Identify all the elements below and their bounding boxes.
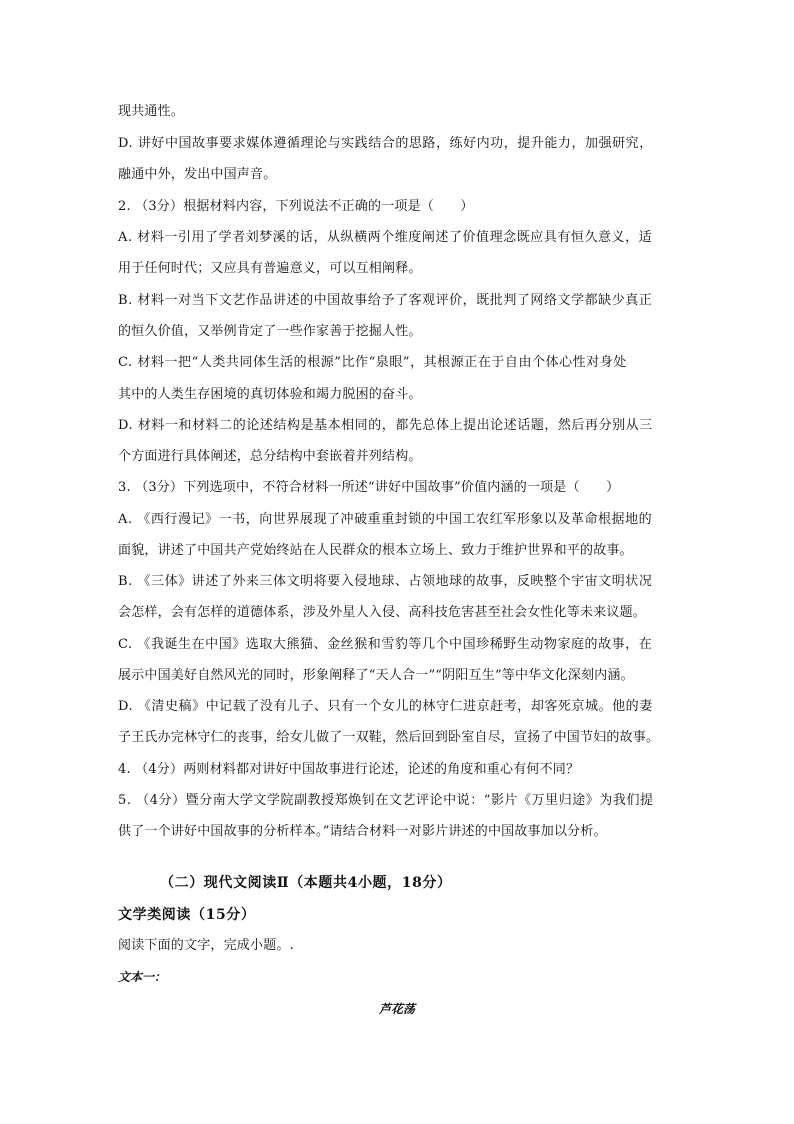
q3-option-a-line-1: A. 《西行漫记》一书，向世界展现了冲破重重封锁的中国工农红军形象以及革命根据地的: [118, 512, 653, 527]
q2-option-c-line-1: C. 材料一把“人类共同体生活的根源”比作“泉眼”，其根源正在于自由个体心性对身处: [118, 355, 627, 370]
q2-option-a-line-1: A. 材料一引用了学者刘梦溪的话，从纵横两个维度阐述了价值理念既应具有恒久意义，适: [118, 230, 653, 245]
q2-option-c-line-2: 其中的人类生存困境的真切体验和竭力脱困的奋斗。: [118, 387, 422, 402]
q3-option-b-line-1: B. 《三体》讲述了外来三体文明将要入侵地球、占领地球的故事，反映整个宇宙文明状况: [118, 574, 653, 589]
question-5-line-2: 供了一个讲好中国故事的分析样本。”请结合材料一对影片讲述的中国故事加以分析。: [118, 824, 607, 839]
q3-option-c-line-2: 展示中国美好自然风光的同时，形象阐释了“天人合一”“阴阳互生”等中华文化深刻内涵。: [118, 668, 634, 683]
text-line: 现共通性。: [118, 104, 185, 119]
option-d-line-2: 融通中外，发出中国声音。: [118, 167, 277, 182]
question-5-line-1: 5. （4分）暨分南大学文学院副教授郑焕钊在文艺评论中说：“影片《万里归途》为我们提: [118, 793, 654, 808]
section-title: （二）现代文阅读Ⅱ（本题共4小题，18分）: [160, 875, 452, 891]
question-2: 2. （3分）根据材料内容，下列说法不正确的一项是（ ）: [118, 199, 474, 214]
q2-option-d-line-1: D. 材料一和材料二的论述结构是基本相同的，都先总体上提出论述话题，然后再分别从三: [118, 418, 653, 433]
q2-option-b-line-2: 的恒久价值，又举例肯定了一些作家善于挖掘人性。: [118, 324, 422, 339]
q3-option-a-line-2: 面貌，讲述了中国共产党始终站在人民群众的根本立场上、致力于维护世界和平的故事。: [118, 543, 633, 558]
text-label: 文本一：: [118, 970, 167, 984]
q3-option-d-line-2: 子王氏办完林守仁的丧事，给女儿做了一双鞋，然后回到卧室自尽，宣扬了中国节妇的故事。: [118, 730, 660, 745]
passage-title: 芦花荡: [378, 1002, 415, 1016]
q2-option-b-line-1: B. 材料一对当下文艺作品讲述的中国故事给予了客观评价，既批判了网络文学都缺少真正: [118, 293, 653, 308]
q2-option-a-line-2: 用于任何时代；又应具有普遍意义，可以互相阐释。: [118, 261, 422, 276]
q3-option-c-line-1: C. 《我诞生在中国》选取大熊猫、金丝猴和雪豹等几个中国珍稀野生动物家庭的故事，在: [118, 637, 653, 652]
sub-title: 文学类阅读（15分）: [118, 907, 256, 923]
instruction: 阅读下面的文字，完成小题。.: [118, 938, 294, 953]
q3-option-d-line-1: D. 《清史稿》中记载了没有儿子、只有一个女儿的林守仁进京赶考，却客死京城。他的妻: [118, 699, 653, 714]
question-4: 4. （4分）两则材料都对讲好中国故事进行论述，论述的角度和重心有何不同？: [118, 762, 580, 777]
q2-option-d-line-2: 个方面进行具体阐述，总分结构中套嵌着并列结构。: [118, 449, 422, 464]
option-d-line-1: D. 讲好中国故事要求媒体遵循理论与实践结合的思路，练好内功，提升能力，加强研究，: [118, 136, 653, 151]
q3-option-b-line-2: 会怎样，会有怎样的道德体系，涉及外星人入侵、高科技危害甚至社会女性化等未来议题。: [118, 605, 647, 620]
question-3: 3. （3分）下列选项中，不符合材料一所述“讲好中国故事”价值内涵的一项是（ ）: [118, 480, 620, 495]
